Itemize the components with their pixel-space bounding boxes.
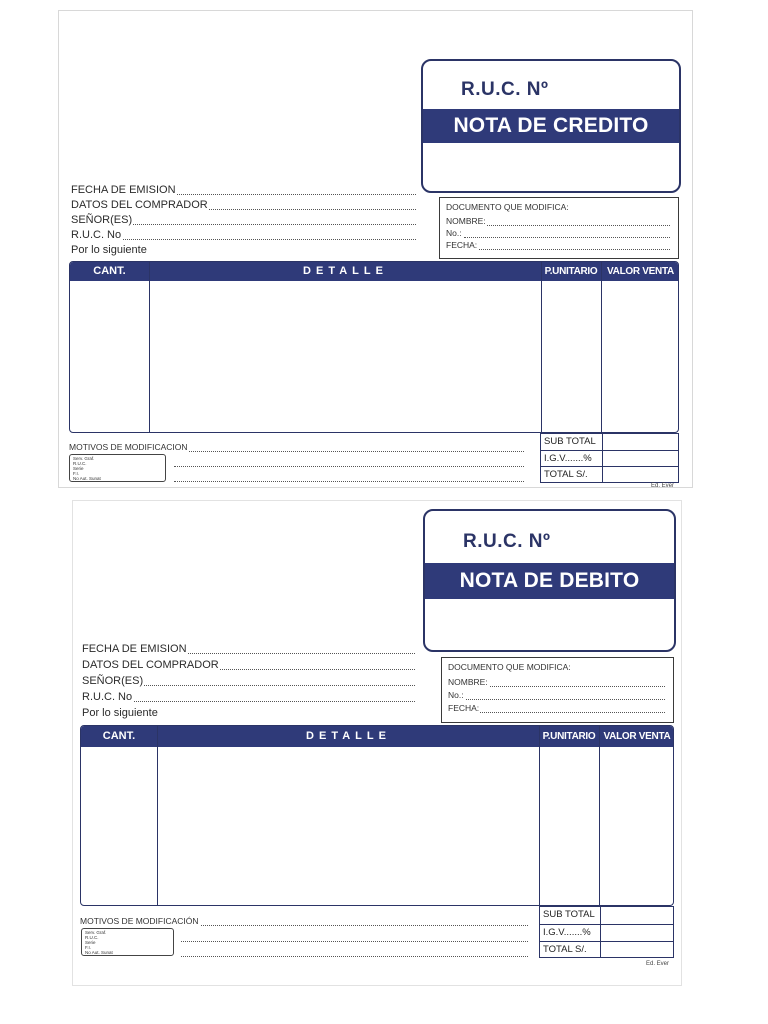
items-table	[69, 261, 679, 433]
total-row: TOTAL S/.	[541, 466, 678, 482]
doc-nombre-field[interactable]: NOMBRE:	[446, 216, 670, 227]
totals-box	[540, 433, 679, 483]
ruc-no-field[interactable]	[71, 228, 416, 242]
motivos-line-3[interactable]	[181, 956, 528, 957]
datos-comprador-field[interactable]	[82, 658, 415, 672]
motivos-line-2[interactable]	[174, 466, 524, 467]
motivos-label: MOTIVOS DE MODIFICACION	[69, 442, 188, 452]
debit-note-form	[72, 500, 682, 986]
col-header-valor-venta: VALOR VENTA	[603, 731, 671, 742]
col-header-punitario: P.UNITARIO	[542, 731, 596, 742]
fill-line	[476, 712, 665, 713]
fill-line	[466, 699, 665, 700]
document-title: NOTA DE DEBITO	[425, 563, 674, 599]
ruc-label: R.U.C. Nº	[463, 531, 551, 552]
fill-line	[464, 237, 670, 238]
fill-line	[180, 653, 415, 654]
fill-line	[132, 701, 415, 702]
column-divider	[157, 726, 158, 905]
fill-line	[197, 209, 416, 210]
printer-stamp: Serv. Graf. R.U.C. Serie F.I. No Aut. Sunat	[81, 928, 174, 956]
senores-label: SEÑOR(ES)	[71, 214, 133, 226]
column-divider	[599, 726, 600, 905]
fill-line	[169, 194, 416, 195]
ruc-title-box	[423, 509, 676, 652]
fill-line	[192, 925, 528, 926]
items-table	[80, 725, 674, 906]
doc-numero-field[interactable]: No.:	[446, 228, 670, 239]
motivos-label: MOTIVOS DE MODIFICACIÓN	[80, 916, 199, 926]
datos-comprador-field[interactable]	[71, 198, 416, 212]
fill-line	[121, 239, 416, 240]
column-divider	[539, 726, 540, 905]
igv-row: I.G.V.......%	[540, 924, 673, 940]
fecha-emision-field[interactable]	[71, 183, 416, 197]
ruc-title-box	[421, 59, 681, 193]
motivos-field[interactable]	[80, 916, 528, 927]
fill-line	[474, 249, 670, 250]
fill-line	[142, 685, 415, 686]
credit-note-form	[58, 10, 693, 488]
fill-line	[181, 451, 524, 452]
por-lo-siguiente: Por lo siguiente	[71, 244, 147, 256]
doc-nombre-field[interactable]: NOMBRE:	[448, 677, 665, 688]
col-header-cant: CANT.	[93, 265, 126, 277]
column-divider	[601, 262, 602, 432]
column-divider	[541, 262, 542, 432]
fecha-emision-field[interactable]	[82, 642, 415, 656]
senores-field[interactable]	[71, 213, 416, 227]
edition-mark: Ed. Ever	[646, 961, 670, 967]
col-header-detalle: DETALLE	[306, 730, 391, 742]
document-title: NOTA DE CREDITO	[423, 109, 679, 143]
fill-line	[131, 224, 416, 225]
ruc-label: R.U.C. Nº	[461, 79, 549, 100]
col-header-punitario: P.UNITARIO	[544, 266, 598, 277]
fecha-emision-label: FECHA DE EMISION	[71, 184, 176, 196]
totals-box	[539, 906, 674, 958]
printer-stamp: Serv. Graf. R.U.C. Serie F.I. No Aut. Sunat	[69, 454, 166, 482]
igv-row: I.G.V.......%	[541, 450, 678, 466]
total-row: TOTAL S/.	[540, 941, 673, 957]
senores-label: SEÑOR(ES)	[82, 675, 144, 687]
datos-comprador-label: DATOS DEL COMPRADOR	[71, 199, 208, 211]
doc-box-title: DOCUMENTO QUE MODIFICA:	[448, 662, 571, 672]
ruc-no-label: R.U.C. No	[71, 229, 122, 241]
col-header-detalle: DETALLE	[303, 265, 388, 277]
ruc-no-label: R.U.C. No	[82, 691, 133, 703]
doc-box-title: DOCUMENTO QUE MODIFICA:	[446, 202, 569, 212]
motivos-line-3[interactable]	[174, 481, 524, 482]
col-header-cant: CANT.	[102, 730, 136, 742]
por-lo-siguiente: Por lo siguiente	[82, 707, 158, 719]
documento-que-modifica-box	[439, 197, 679, 259]
doc-numero-field[interactable]: No.:	[448, 690, 665, 701]
fill-line	[480, 225, 670, 226]
fill-line	[208, 669, 415, 670]
doc-fecha-field[interactable]: FECHA:	[448, 703, 665, 714]
sub-total-row: SUB TOTAL	[544, 436, 596, 447]
motivos-field[interactable]	[69, 442, 524, 453]
col-header-valor-venta: VALOR VENTA	[607, 266, 674, 277]
fecha-emision-label: FECHA DE EMISION	[82, 643, 187, 655]
sub-total-row: SUB TOTAL	[543, 909, 595, 920]
documento-que-modifica-box	[441, 657, 674, 723]
senores-field[interactable]	[82, 674, 415, 688]
ruc-no-field[interactable]	[82, 690, 415, 704]
motivos-line-2[interactable]	[181, 941, 528, 942]
fill-line	[482, 686, 665, 687]
edition-mark: Ed. Ever	[651, 483, 675, 489]
doc-fecha-field[interactable]: FECHA:	[446, 240, 670, 251]
datos-comprador-label: DATOS DEL COMPRADOR	[82, 659, 219, 671]
column-divider	[149, 262, 150, 432]
